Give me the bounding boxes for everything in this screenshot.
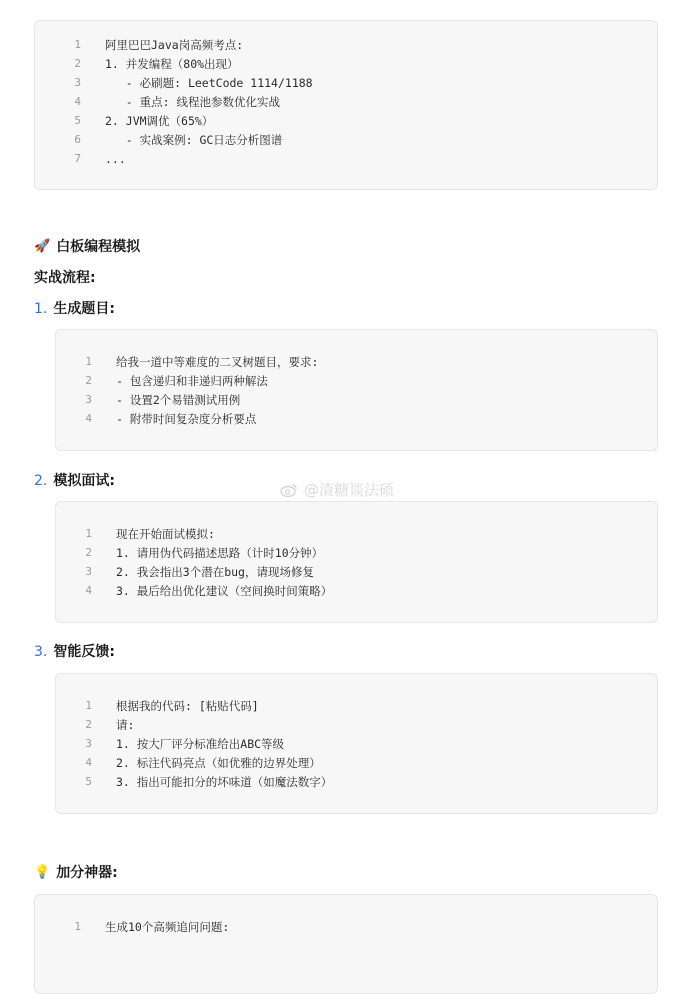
code-line [68,734,657,753]
line-text: - 附带时间复杂度分析要点 [116,411,257,426]
line-text: 根据我的代码: [粘贴代码] [116,698,259,713]
code-line [57,54,657,73]
code-block-generate-question [55,329,658,451]
line-text: - 包含递归和非递归两种解法 [116,373,268,388]
code-line [57,917,657,936]
watermark [280,479,394,500]
line-number: 2 [85,718,92,731]
code-line [57,111,657,130]
code-line [57,73,657,92]
line-number: 6 [74,133,81,146]
line-text: 现在开始面试模拟: [116,526,215,541]
line-text: 1. 按大厂评分标准给出ABC等级 [116,736,285,751]
code-block-follow-up [34,894,658,994]
code-line [68,581,657,600]
line-number: 2 [85,374,92,387]
code-line [68,371,657,390]
code-block-alibaba-topics [34,20,658,190]
line-number: 3 [85,565,92,578]
code-line [68,562,657,581]
step-number: 3. [34,644,48,660]
line-number: 3 [85,737,92,750]
line-text: 2. 标注代码亮点（如优雅的边界处理） [116,755,321,770]
line-number: 4 [85,756,92,769]
line-text: - 设置2个易错测试用例 [116,392,241,407]
line-text: - 重点: 线程池参数优化实战 [105,94,280,109]
line-number: 1 [85,699,92,712]
line-text: 生成10个高频追问问题: [105,919,230,934]
code-line [68,696,657,715]
code-block-smart-feedback [55,673,658,814]
step-title: 智能反馈: [53,644,115,660]
step-title: 模拟面试: [53,473,115,489]
line-text: 2. 我会指出3个潜在bug，请现场修复 [116,564,314,579]
line-text: 3. 指出可能扣分的坏味道（如魔法数字） [116,774,333,789]
code-line [68,772,657,791]
line-text: - 实战案例: GC日志分析图谱 [105,132,283,147]
section-bonus-heading [34,862,118,882]
line-text: - 必刷题: LeetCode 1114/1188 [105,75,313,90]
step-2 [34,470,115,490]
step-1 [34,298,115,318]
line-number: 4 [74,95,81,108]
rocket-icon: 🚀 [34,238,51,254]
code-line [68,524,657,543]
line-number: 5 [85,775,92,788]
line-number: 1 [74,38,81,51]
code-line [68,715,657,734]
code-block-mock-interview [55,501,658,623]
code-line [68,409,657,428]
watermark-text: @渣糖谈法硕 [304,481,395,499]
step-3 [34,641,115,661]
line-number: 1 [85,527,92,540]
line-number: 1 [74,920,81,933]
line-text: 3. 最后给出优化建议（空间换时间策略） [116,583,333,598]
line-number: 3 [85,393,92,406]
lightbulb-icon: 💡 [34,864,51,880]
section-title: 加分神器: [56,865,118,881]
line-text: 1. 请用伪代码描述思路（计时10分钟） [116,545,324,560]
section-title: 白板编程模拟 [56,239,141,255]
line-text: 请: [116,717,135,732]
line-number: 2 [74,57,81,70]
line-number: 4 [85,584,92,597]
line-text: 给我一道中等难度的二叉树题目，要求: [116,354,319,369]
line-text: 阿里巴巴Java岗高频考点: [105,37,244,52]
line-number: 7 [74,152,81,165]
line-text: 2. JVM调优（65%） [105,113,214,128]
code-line [68,352,657,371]
code-line [68,390,657,409]
code-line [57,149,657,168]
line-text: ... [105,151,126,166]
line-number: 4 [85,412,92,425]
flow-label: 实战流程: [34,270,96,286]
code-line [57,130,657,149]
code-line [57,92,657,111]
code-line [68,753,657,772]
line-number: 5 [74,114,81,127]
step-title: 生成题目: [53,301,115,317]
section-whiteboard-heading [34,236,140,256]
line-text: 1. 并发编程（80%出现） [105,56,239,71]
weibo-icon [280,483,298,497]
step-number: 1. [34,301,48,317]
code-line [68,543,657,562]
code-line [57,35,657,54]
line-number: 1 [85,355,92,368]
line-number: 2 [85,546,92,559]
step-number: 2. [34,473,48,489]
line-number: 3 [74,76,81,89]
